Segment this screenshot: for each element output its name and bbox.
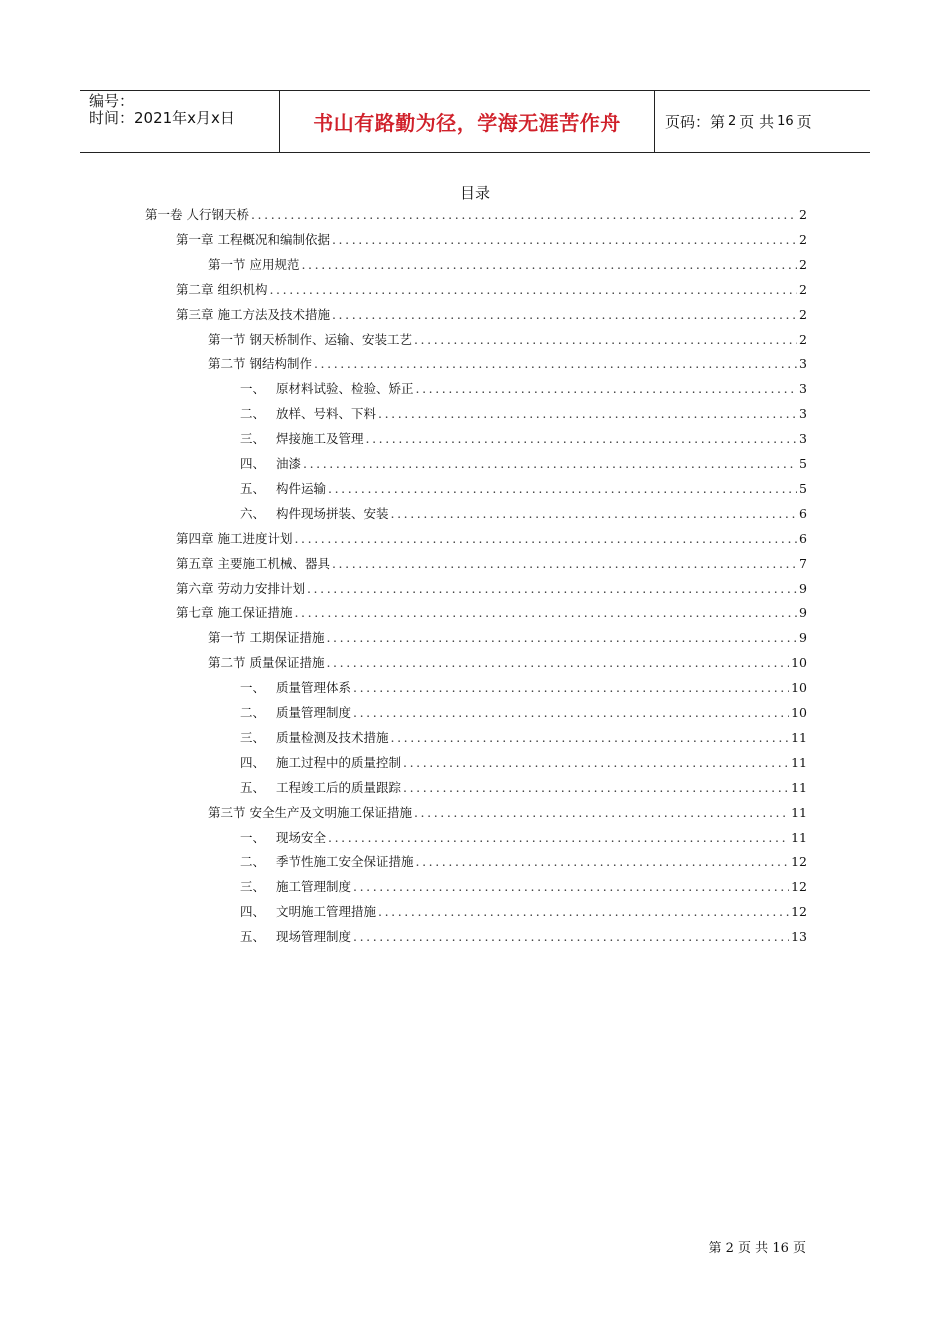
toc-entry-label <box>208 253 299 277</box>
toc-entry-label <box>240 676 351 700</box>
toc-entry-page: 2 <box>799 306 807 322</box>
toc-dot-leader <box>301 253 797 277</box>
toc-entry[interactable] <box>176 527 807 551</box>
toc-entry-text: 施工管理制度 <box>276 879 352 895</box>
toc-dot-leader <box>332 228 797 252</box>
toc-entry-text: 原材料试验、检验、矫正 <box>276 381 414 397</box>
toc-entry-mark: 三、 <box>240 431 266 447</box>
toc-entry-text: 现场安全 <box>276 829 327 845</box>
toc-entry-label <box>176 303 330 327</box>
document-number-label: 编号： <box>89 92 135 110</box>
toc-entry-text: 第一节 工期保证措施 <box>208 630 325 646</box>
toc-entry[interactable] <box>208 801 807 825</box>
page-footer: 第 2 页 共 16 页 <box>708 1241 806 1256</box>
toc-entry[interactable] <box>240 502 807 526</box>
toc-entry[interactable] <box>176 303 807 327</box>
toc-title: 目录 <box>459 184 490 202</box>
toc-entry[interactable] <box>240 452 807 476</box>
toc-entry-text: 第六章 劳动力安排计划 <box>176 580 305 596</box>
toc-entry[interactable] <box>240 925 807 949</box>
toc-entry-page: 3 <box>799 406 807 422</box>
toc-entry[interactable] <box>176 228 807 252</box>
toc-entry-text: 文明施工管理措施 <box>276 904 377 920</box>
toc-entry-text: 放样、号料、下料 <box>276 406 377 422</box>
toc-entry-page: 12 <box>791 854 807 870</box>
toc-dot-leader <box>303 452 797 476</box>
toc-entry-text: 第一节 钢天桥制作、运输、安装工艺 <box>208 331 412 347</box>
toc-entry[interactable] <box>240 726 807 750</box>
toc-entry-text: 第四章 施工进度计划 <box>176 530 293 546</box>
toc-dot-leader <box>353 875 789 899</box>
toc-entry-mark: 一、 <box>240 381 266 397</box>
toc-entry-mark: 五、 <box>240 480 266 496</box>
toc-entry-label <box>240 477 326 501</box>
toc-entry-mark: 四、 <box>240 754 266 770</box>
toc-entry[interactable] <box>208 328 807 352</box>
toc-dot-leader <box>378 900 789 924</box>
toc-entry-label <box>208 651 324 675</box>
toc-entry-text: 构件运输 <box>276 480 327 496</box>
toc-entry-label <box>176 228 330 252</box>
toc-entry-page: 9 <box>799 605 807 621</box>
toc-dot-leader <box>294 527 797 551</box>
toc-dot-leader <box>326 651 789 675</box>
toc-entry[interactable] <box>208 626 807 650</box>
toc-entry-page: 5 <box>799 480 807 496</box>
toc-entry-text: 第一节 应用规范 <box>208 256 300 272</box>
toc-dot-leader <box>391 726 790 750</box>
page-number: 2 <box>728 114 737 129</box>
toc-entry-page: 5 <box>799 456 807 471</box>
toc-entry-text: 构件现场拼装、安装 <box>276 505 389 521</box>
toc-entry-mark: 五、 <box>240 779 266 795</box>
toc-entry-text: 第一卷 人行钢天桥 <box>145 207 249 222</box>
toc-entry[interactable] <box>176 278 807 302</box>
toc-entry-text: 第三章 施工方法及技术措施 <box>176 306 330 322</box>
toc-entry-label <box>208 626 324 650</box>
toc-entry-text: 第五章 主要施工机械、器具 <box>176 555 330 571</box>
toc-entry[interactable] <box>240 776 807 800</box>
toc-entry-page: 11 <box>791 729 807 745</box>
header-motto: 书山有路勤为径，学海无涯苦作舟 <box>280 91 655 152</box>
toc-dot-leader <box>332 303 797 327</box>
toc-dot-leader <box>414 328 797 352</box>
toc-entry-mark: 一、 <box>240 680 266 696</box>
toc-dot-leader <box>403 751 789 775</box>
toc-dot-leader <box>353 676 789 700</box>
toc-entry[interactable] <box>176 601 807 625</box>
toc-entry[interactable] <box>176 552 807 576</box>
toc-entry-mark: 二、 <box>240 854 266 870</box>
toc-dot-leader <box>332 552 797 576</box>
toc-dot-leader <box>353 701 789 725</box>
toc-entry[interactable] <box>240 377 807 401</box>
toc-entry[interactable] <box>240 676 807 700</box>
toc-entry-page: 11 <box>791 829 807 845</box>
toc-entry-label <box>176 552 330 576</box>
toc-entry-page: 10 <box>791 705 807 720</box>
toc-dot-leader <box>294 601 797 625</box>
toc-dot-leader <box>307 577 797 601</box>
toc-entry-page: 10 <box>791 655 807 671</box>
toc-entry[interactable] <box>240 427 807 451</box>
toc-entry-page: 3 <box>799 381 807 397</box>
toc-entry-text: 油漆 <box>276 456 302 471</box>
toc-entry-page: 2 <box>799 331 807 347</box>
toc-entry-page: 6 <box>799 530 807 546</box>
toc-entry-text: 施工过程中的质量控制 <box>276 754 402 770</box>
toc-entry[interactable] <box>145 203 807 227</box>
toc-entry-label <box>176 601 292 625</box>
toc-entry-label <box>240 701 351 725</box>
toc-entry-page: 6 <box>799 505 807 521</box>
toc-entry-page: 11 <box>791 754 807 770</box>
toc-entry-mark: 四、 <box>240 456 266 471</box>
toc-entry-text: 第二节 质量保证措施 <box>208 655 325 671</box>
toc-entry[interactable] <box>176 577 807 601</box>
toc-dot-leader <box>403 776 789 800</box>
toc-dot-leader <box>326 626 797 650</box>
header-page-info <box>655 91 870 152</box>
toc-entry-page: 3 <box>799 356 807 372</box>
toc-entry-label <box>240 377 414 401</box>
toc-entry-page: 11 <box>791 804 807 820</box>
toc-entry-page: 13 <box>791 929 807 945</box>
toc-entry-label <box>240 502 389 526</box>
toc-entry-page: 9 <box>799 580 807 596</box>
page-mid: 页 共 <box>739 113 775 131</box>
toc-entry[interactable] <box>240 826 807 850</box>
toc-dot-leader <box>391 502 798 526</box>
toc-entry[interactable] <box>208 651 807 675</box>
toc-entry-page: 9 <box>799 630 807 646</box>
toc-entry-label <box>240 875 351 899</box>
toc-dot-leader <box>314 352 797 376</box>
toc-entry[interactable] <box>240 751 807 775</box>
toc-entry-mark: 一、 <box>240 829 266 845</box>
page-total: 16 <box>777 114 794 129</box>
toc-entry-text: 现场管理制度 <box>276 929 352 945</box>
toc-entry-label <box>208 328 412 352</box>
toc-entry[interactable] <box>240 402 807 426</box>
toc-dot-leader <box>328 477 797 501</box>
toc-entry-page: 3 <box>799 431 807 447</box>
page-header <box>80 90 870 153</box>
toc-entry-label <box>240 900 376 924</box>
toc-dot-leader <box>416 377 798 401</box>
toc-entry-label <box>145 203 249 227</box>
toc-entry-page: 10 <box>791 680 807 696</box>
toc-entry-label <box>240 776 401 800</box>
toc-entry[interactable] <box>240 875 807 899</box>
toc-dot-leader <box>378 402 797 426</box>
toc-entry-text: 第二章 组织机构 <box>176 281 268 297</box>
toc-entry-label <box>176 577 305 601</box>
toc-entry-mark: 四、 <box>240 904 266 920</box>
toc-entry-mark: 二、 <box>240 705 266 720</box>
toc-entry[interactable] <box>240 850 807 874</box>
toc-entry-label <box>240 726 389 750</box>
toc-entry-page: 7 <box>799 555 807 571</box>
toc-entry-text: 第二节 钢结构制作 <box>208 356 312 372</box>
toc-entry-page: 11 <box>791 779 807 795</box>
toc-entry-label <box>240 402 376 426</box>
toc-entry-text: 质量管理制度 <box>276 705 352 720</box>
document-date: 时间：2021年x月x日 <box>89 109 235 127</box>
toc-entry-mark: 六、 <box>240 505 266 521</box>
toc-dot-leader <box>414 801 789 825</box>
toc-entry[interactable] <box>240 701 807 725</box>
toc-entry-label <box>240 427 364 451</box>
toc-entry-text: 季节性施工安全保证措施 <box>276 854 414 870</box>
toc-entry-text: 焊接施工及管理 <box>276 431 364 447</box>
page-suffix: 页 <box>796 113 812 131</box>
toc-entry-page: 2 <box>799 207 807 222</box>
toc-entry-label <box>240 751 401 775</box>
toc-entry-label <box>176 278 267 302</box>
toc-entry-text: 第三节 安全生产及文明施工保证措施 <box>208 804 412 820</box>
toc-entry[interactable] <box>208 352 807 376</box>
toc-entry[interactable] <box>240 900 807 924</box>
toc-entry-label <box>240 826 326 850</box>
toc-entry-text: 质量管理体系 <box>276 680 352 696</box>
toc-entry-mark: 二、 <box>240 406 266 422</box>
toc-entry-page: 2 <box>799 231 807 247</box>
toc-entry-label <box>176 527 292 551</box>
toc-entry-mark: 五、 <box>240 929 266 945</box>
toc-entry-text: 质量检测及技术措施 <box>276 729 389 745</box>
toc-entry-text: 第七章 施工保证措施 <box>176 605 293 621</box>
page-prefix: 页码：第 <box>665 113 726 131</box>
toc-entry-label <box>208 801 412 825</box>
toc-dot-leader <box>251 203 797 227</box>
toc-entry[interactable] <box>208 253 807 277</box>
toc-entry-label <box>240 850 414 874</box>
toc-entry-page: 2 <box>799 281 807 297</box>
toc-dot-leader <box>353 925 789 949</box>
toc-entry-page: 2 <box>799 256 807 272</box>
toc-entry-text: 工程竣工后的质量跟踪 <box>276 779 402 795</box>
toc-entry-mark: 三、 <box>240 879 266 895</box>
toc-dot-leader <box>416 850 790 874</box>
toc-entry-page: 12 <box>791 904 807 920</box>
toc-entry-page: 12 <box>791 879 807 895</box>
toc-dot-leader <box>269 278 797 302</box>
header-meta <box>80 91 280 152</box>
toc-dot-leader <box>366 427 798 451</box>
toc-entry-text: 第一章 工程概况和编制依据 <box>176 231 330 247</box>
toc-entry-label <box>240 925 351 949</box>
toc-dot-leader <box>328 826 789 850</box>
toc-entry-label <box>240 452 301 476</box>
toc-entry-mark: 三、 <box>240 729 266 745</box>
toc-entry[interactable] <box>240 477 807 501</box>
toc-entry-label <box>208 352 312 376</box>
